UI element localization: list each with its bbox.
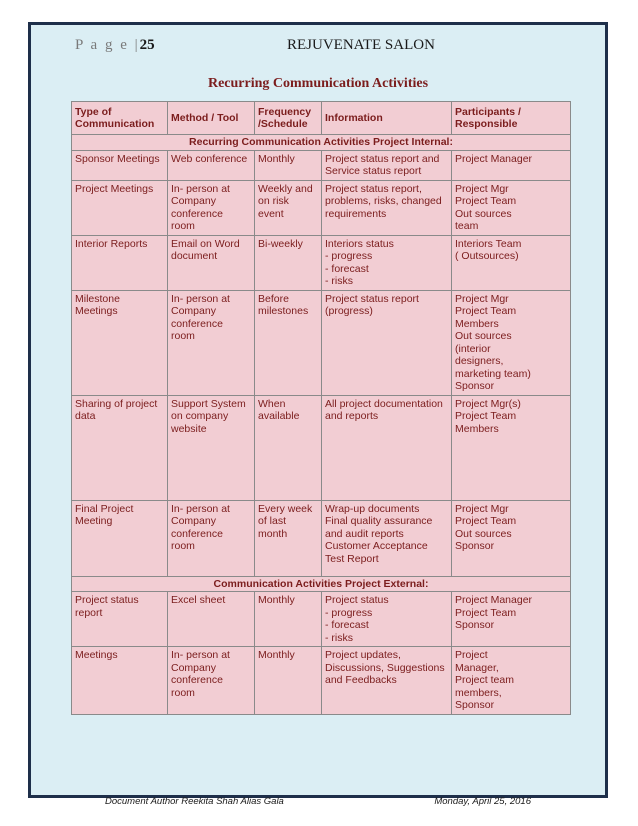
cell-line: Meetings xyxy=(75,649,118,661)
cell-line: Service status report xyxy=(325,165,422,177)
cell-line: Sponsor xyxy=(455,699,495,711)
cell-line: on company xyxy=(171,410,229,422)
cell-line: (interior xyxy=(455,342,491,355)
cell-line: Project updates, xyxy=(325,649,401,661)
cell-line: Company xyxy=(171,305,216,317)
cell-line: Project status xyxy=(325,594,389,606)
participants-cell xyxy=(452,647,571,715)
cell-line: Project status report, xyxy=(325,182,422,195)
cell-line: ( Outsources) xyxy=(455,250,519,262)
cell-line: Manager, xyxy=(455,661,499,674)
cell-line: Meetings xyxy=(75,305,118,317)
footer-date: Monday, April 25, 2016 xyxy=(434,796,531,807)
type-cell xyxy=(72,150,168,180)
cell-line: In- person at xyxy=(171,182,230,195)
cell-line: available xyxy=(258,410,300,422)
cell-line: and audit reports xyxy=(325,527,404,540)
table-row xyxy=(72,500,571,576)
cell-line: Members xyxy=(455,422,499,435)
header-cell: Participants / Responsible xyxy=(452,102,571,135)
cell-line: Every week xyxy=(258,502,313,515)
participants-cell xyxy=(452,500,571,576)
cell-line: Interior Reports xyxy=(75,237,148,250)
cell-line: data xyxy=(75,410,96,422)
cell-line: Company xyxy=(171,515,216,527)
info-cell xyxy=(322,235,452,290)
page-header xyxy=(75,37,585,59)
method-cell xyxy=(168,395,255,500)
cell-line: room xyxy=(171,330,195,342)
cell-line: Web conference xyxy=(171,152,248,165)
type-cell xyxy=(72,290,168,395)
cell-line: - forecast xyxy=(325,619,369,631)
method-cell xyxy=(168,500,255,576)
cell-line: Customer Acceptance xyxy=(325,540,428,552)
cell-line: Monthly xyxy=(258,649,295,661)
info-cell xyxy=(322,500,452,576)
cell-line: of last xyxy=(258,515,287,527)
cell-line: - progress xyxy=(325,606,373,619)
cell-line: conference xyxy=(171,674,223,686)
cell-line: Company xyxy=(171,661,216,674)
cell-line: Project status report and xyxy=(325,152,440,165)
cell-line: Sponsor xyxy=(455,380,495,392)
frequency-cell xyxy=(255,395,322,500)
cell-line: month xyxy=(258,527,288,540)
cell-line: team xyxy=(455,220,479,232)
cell-line: Discussions, Suggestions xyxy=(325,661,445,674)
cell-line: room xyxy=(171,686,195,699)
cell-line: Project Mgr xyxy=(455,502,509,515)
table-header-row xyxy=(72,102,571,135)
cell-line: - risks xyxy=(325,631,353,644)
type-cell xyxy=(72,647,168,715)
cell-line: When xyxy=(258,397,286,410)
type-cell xyxy=(72,395,168,500)
type-cell xyxy=(72,235,168,290)
info-cell xyxy=(322,647,452,715)
cell-line: Project Team xyxy=(455,305,517,317)
cell-line: Project Manager xyxy=(455,152,533,165)
frequency-cell xyxy=(255,235,322,290)
header-cell: Information xyxy=(322,102,452,135)
cell-line: requirements xyxy=(325,207,387,220)
cell-line: Project status xyxy=(75,594,139,606)
method-cell xyxy=(168,150,255,180)
section-label: Recurring Communication Activities Project Internal: xyxy=(72,135,571,151)
cell-line: Out sources xyxy=(455,527,512,540)
participants-cell xyxy=(452,150,571,180)
cell-line: - progress xyxy=(325,250,373,262)
cell-line: Project Team xyxy=(455,195,517,207)
cell-line: on risk xyxy=(258,195,289,207)
cell-line: All project documentation xyxy=(325,397,443,410)
page-frame xyxy=(28,22,608,807)
method-cell xyxy=(168,647,255,715)
communication-table xyxy=(71,101,571,715)
header-cell: Method / Tool xyxy=(168,102,255,135)
table-row xyxy=(72,592,571,647)
header-cell: Frequency /Schedule xyxy=(255,102,322,135)
section-row xyxy=(72,576,571,592)
cell-line: In- person at xyxy=(171,292,230,305)
cell-line: Out sources xyxy=(455,330,512,342)
cell-line: Test Report xyxy=(325,552,379,565)
cell-line: Project xyxy=(455,649,488,661)
cell-line: conference xyxy=(171,207,223,220)
type-cell xyxy=(72,180,168,235)
cell-line: Project Team xyxy=(455,606,517,619)
cell-line: document xyxy=(171,250,218,262)
table-row xyxy=(72,150,571,180)
frequency-cell xyxy=(255,290,322,395)
header-cell: Type of Communication xyxy=(72,102,168,135)
cell-line: report xyxy=(75,606,103,619)
info-cell xyxy=(322,150,452,180)
cell-line: Project team xyxy=(455,674,514,686)
section-title: Recurring Communication Activities xyxy=(207,76,429,91)
cell-line: Meeting xyxy=(75,515,113,527)
frequency-cell xyxy=(255,647,322,715)
cell-line: designers, xyxy=(455,355,504,367)
frequency-cell xyxy=(255,500,322,576)
cell-line: Sponsor xyxy=(455,619,495,631)
cell-line: Sharing of project xyxy=(75,397,158,410)
cell-line: - forecast xyxy=(325,262,369,275)
frequency-cell xyxy=(255,150,322,180)
cell-line: (progress) xyxy=(325,305,373,317)
cell-line: Members xyxy=(455,317,499,330)
cell-line: Interiors Team xyxy=(455,237,522,250)
cell-line: Support System xyxy=(171,397,246,410)
cell-line: In- person at xyxy=(171,649,230,661)
type-cell xyxy=(72,500,168,576)
cell-line: Sponsor xyxy=(455,540,495,552)
cell-line: - risks xyxy=(325,275,353,287)
cell-line: Excel sheet xyxy=(171,594,226,606)
method-cell xyxy=(168,592,255,647)
cell-line: Project status report xyxy=(325,292,419,305)
method-cell xyxy=(168,290,255,395)
cell-line: Project Mgr xyxy=(455,292,509,305)
info-cell xyxy=(322,180,452,235)
cell-line: Before xyxy=(258,292,289,305)
cell-line: members, xyxy=(455,686,502,699)
cell-line: milestones xyxy=(258,305,309,317)
cell-line: Wrap-up documents xyxy=(325,502,420,515)
footer-author: Document Author Reekita Shah Alias Gala xyxy=(105,796,284,807)
cell-line: Interiors status xyxy=(325,237,394,250)
cell-line: In- person at xyxy=(171,502,230,515)
table-row xyxy=(72,290,571,395)
cell-line: Project Mgr(s) xyxy=(455,397,521,410)
cell-line: Out sources xyxy=(455,207,512,220)
participants-cell xyxy=(452,235,571,290)
type-cell xyxy=(72,592,168,647)
table-row xyxy=(72,395,571,500)
method-cell xyxy=(168,235,255,290)
cell-line: Monthly xyxy=(258,594,295,606)
section-label: Communication Activities Project External: xyxy=(72,576,571,592)
cell-line: Email on Word xyxy=(171,237,240,250)
frequency-cell xyxy=(255,180,322,235)
cell-line: Project Mgr xyxy=(455,182,509,195)
cell-line: website xyxy=(171,422,207,435)
cell-line: conference xyxy=(171,527,223,540)
cell-line: Project Meetings xyxy=(75,182,154,195)
cell-line: event xyxy=(258,207,284,220)
cell-line: Project Team xyxy=(455,410,517,422)
participants-cell xyxy=(452,592,571,647)
page-number: P a g e |25 xyxy=(75,37,155,53)
cell-line: Monthly xyxy=(258,152,295,165)
cell-line: problems, risks, changed xyxy=(325,195,442,207)
cell-line: Final Project xyxy=(75,502,134,515)
cell-line: marketing team) xyxy=(455,367,531,380)
cell-line: Weekly and xyxy=(258,182,313,195)
cell-line: room xyxy=(171,220,195,232)
table-row xyxy=(72,180,571,235)
participants-cell xyxy=(452,180,571,235)
cell-line: and reports xyxy=(325,410,379,422)
cell-line: Final quality assurance xyxy=(325,515,433,527)
section-row xyxy=(72,135,571,151)
info-cell xyxy=(322,290,452,395)
participants-cell xyxy=(452,290,571,395)
info-cell xyxy=(322,395,452,500)
cell-line: Milestone xyxy=(75,292,120,305)
cell-line: Company xyxy=(171,195,216,207)
cell-line: Project Manager xyxy=(455,594,533,606)
cell-line: conference xyxy=(171,317,223,330)
cell-line: Sponsor Meetings xyxy=(75,152,160,165)
table-row xyxy=(72,235,571,290)
participants-cell xyxy=(452,395,571,500)
cell-line: Bi-weekly xyxy=(258,237,303,250)
info-cell xyxy=(322,592,452,647)
method-cell xyxy=(168,180,255,235)
cell-line: room xyxy=(171,540,195,552)
document-title: REJUVENATE SALON xyxy=(287,37,435,53)
table-row xyxy=(72,647,571,715)
frequency-cell xyxy=(255,592,322,647)
cell-line: and Feedbacks xyxy=(325,674,397,686)
cell-line: Project Team xyxy=(455,515,517,527)
